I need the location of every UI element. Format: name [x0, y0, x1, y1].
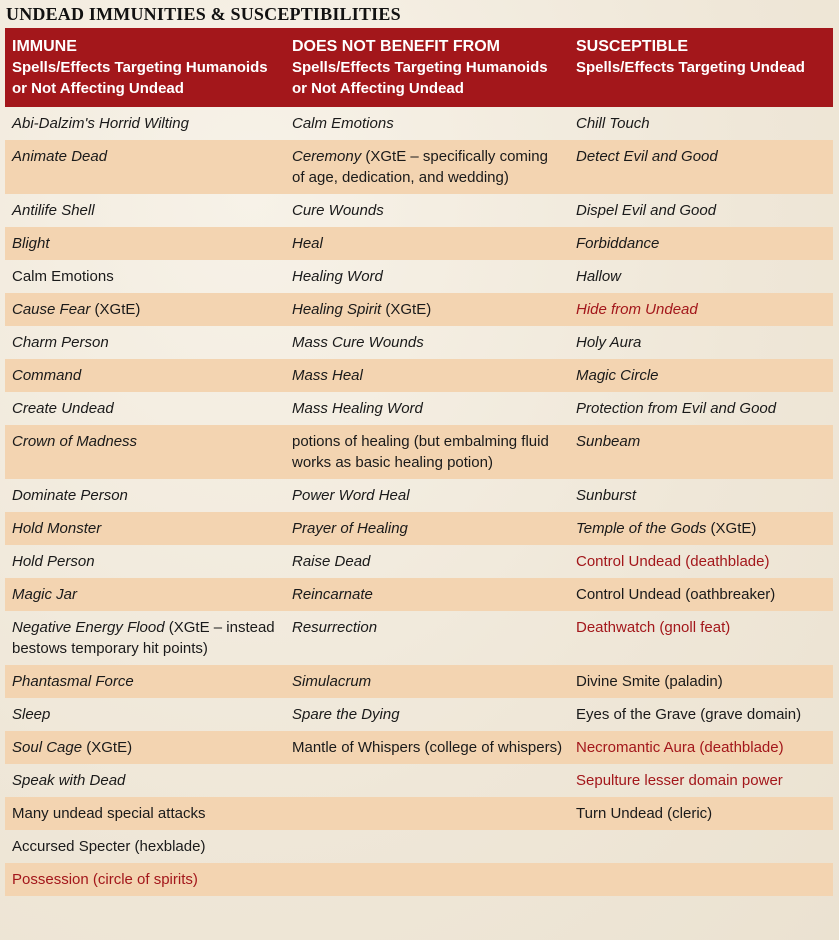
- cell-text: Necromantic Aura (deathblade): [576, 739, 784, 756]
- no-benefit-cell: [285, 140, 569, 194]
- immune-cell: [5, 698, 285, 731]
- table-row: [5, 764, 833, 797]
- cell-text: Sunbeam: [576, 433, 641, 450]
- cell-text: Accursed Specter (hexblade): [12, 838, 206, 855]
- no-benefit-cell: [285, 830, 569, 863]
- immune-cell: [5, 260, 285, 293]
- table-row: [5, 260, 833, 293]
- cell-text: Temple of the Gods: [576, 520, 707, 537]
- table-row: [5, 698, 833, 731]
- table-row: [5, 359, 833, 392]
- table-row: [5, 863, 833, 896]
- cell-text: Blight: [12, 235, 50, 252]
- table-header-row: [5, 28, 833, 107]
- immune-cell: [5, 797, 285, 830]
- susceptible-cell: [569, 512, 833, 545]
- cell-text: Cause Fear: [12, 301, 91, 318]
- table-row: [5, 140, 833, 194]
- table-row: [5, 578, 833, 611]
- susceptible-cell: [569, 764, 833, 797]
- cell-text: Mass Cure Wounds: [292, 334, 424, 351]
- header-immune: [5, 28, 285, 107]
- immune-cell: [5, 731, 285, 764]
- cell-text: Abi-Dalzim's Horrid Wilting: [12, 115, 189, 132]
- cell-text: potions of healing (but embalming fluid works as basic healing potion): [292, 433, 549, 471]
- no-benefit-cell: [285, 545, 569, 578]
- susceptible-cell: [569, 698, 833, 731]
- no-benefit-cell: [285, 665, 569, 698]
- header-does-not-benefit: [285, 28, 569, 107]
- cell-text: Hide from Undead: [576, 301, 698, 318]
- no-benefit-cell: [285, 293, 569, 326]
- immune-cell: [5, 107, 285, 140]
- cell-text: Calm Emotions: [12, 268, 114, 285]
- susceptible-cell: [569, 293, 833, 326]
- immune-cell: [5, 611, 285, 665]
- cell-text: Deathwatch (gnoll feat): [576, 619, 731, 636]
- cell-text: Possession (circle of spirits): [12, 871, 198, 888]
- immune-cell: [5, 512, 285, 545]
- immune-cell: [5, 194, 285, 227]
- immune-cell: [5, 140, 285, 194]
- cell-text: Chill Touch: [576, 115, 650, 132]
- cell-text: Soul Cage: [12, 739, 83, 756]
- no-benefit-cell: [285, 392, 569, 425]
- immune-cell: [5, 359, 285, 392]
- header-subtitle: Spells/Effects Targeting Undead: [576, 59, 805, 76]
- cell-text: Detect Evil and Good: [576, 148, 718, 165]
- susceptible-cell: [569, 863, 833, 896]
- undead-table: [5, 28, 833, 896]
- no-benefit-cell: [285, 107, 569, 140]
- no-benefit-cell: [285, 227, 569, 260]
- cell-text: Phantasmal Force: [12, 673, 134, 690]
- cell-text: Mass Healing Word: [292, 400, 423, 417]
- immune-cell: [5, 425, 285, 479]
- susceptible-cell: [569, 797, 833, 830]
- no-benefit-cell: [285, 797, 569, 830]
- susceptible-cell: [569, 545, 833, 578]
- susceptible-cell: [569, 425, 833, 479]
- susceptible-cell: [569, 611, 833, 665]
- cell-text: Hold Monster: [12, 520, 102, 537]
- cell-text: Turn Undead (cleric): [576, 805, 713, 822]
- cell-text: Holy Aura: [576, 334, 642, 351]
- susceptible-cell: [569, 107, 833, 140]
- cell-text: Negative Energy Flood: [12, 619, 165, 636]
- susceptible-cell: [569, 194, 833, 227]
- table-body: [5, 107, 833, 896]
- table-row: [5, 611, 833, 665]
- cell-text: Spare the Dying: [292, 706, 400, 723]
- no-benefit-cell: [285, 479, 569, 512]
- table-row: [5, 194, 833, 227]
- no-benefit-cell: [285, 863, 569, 896]
- no-benefit-cell: [285, 512, 569, 545]
- no-benefit-cell: [285, 731, 569, 764]
- cell-text: Create Undead: [12, 400, 114, 417]
- immune-cell: [5, 665, 285, 698]
- immune-cell: [5, 545, 285, 578]
- cell-note: (XGtE – specifically coming of age, dedication, and wedding): [292, 148, 548, 186]
- cell-text: Healing Word: [292, 268, 383, 285]
- table-row: [5, 665, 833, 698]
- cell-text: Heal: [292, 235, 323, 252]
- header-title: SUSCEPTIBLE: [576, 38, 689, 55]
- cell-text: Dispel Evil and Good: [576, 202, 717, 219]
- table-row: [5, 227, 833, 260]
- susceptible-cell: [569, 392, 833, 425]
- cell-text: Sepulture lesser domain power: [576, 772, 783, 789]
- susceptible-cell: [569, 359, 833, 392]
- table-row: [5, 545, 833, 578]
- cell-text: Crown of Madness: [12, 433, 138, 450]
- cell-text: Mantle of Whispers (college of whispers): [292, 739, 563, 756]
- cell-text: Hold Person: [12, 553, 95, 570]
- susceptible-cell: [569, 326, 833, 359]
- susceptible-cell: [569, 140, 833, 194]
- cell-text: Calm Emotions: [292, 115, 394, 132]
- header-title: DOES NOT BENEFIT FROM: [292, 38, 500, 55]
- table-row: [5, 731, 833, 764]
- cell-text: Hallow: [576, 268, 622, 285]
- immune-cell: [5, 293, 285, 326]
- cell-text: Magic Circle: [576, 367, 659, 384]
- header-subtitle: Spells/Effects Targeting Humanoids or Not Affecting Undead: [292, 59, 548, 97]
- cell-text: Charm Person: [12, 334, 109, 351]
- header-susceptible: [569, 28, 833, 107]
- no-benefit-cell: [285, 260, 569, 293]
- susceptible-cell: [569, 578, 833, 611]
- table-row: [5, 392, 833, 425]
- cell-text: Dominate Person: [12, 487, 128, 504]
- cell-text: Control Undead (oathbreaker): [576, 586, 776, 603]
- cell-text: Speak with Dead: [12, 772, 126, 789]
- immune-cell: [5, 326, 285, 359]
- no-benefit-cell: [285, 611, 569, 665]
- table-row: [5, 107, 833, 140]
- table-row: [5, 830, 833, 863]
- immune-cell: [5, 863, 285, 896]
- cell-text: Raise Dead: [292, 553, 371, 570]
- immune-cell: [5, 578, 285, 611]
- no-benefit-cell: [285, 359, 569, 392]
- cell-text: Command: [12, 367, 82, 384]
- header-subtitle: Spells/Effects Targeting Humanoids or Not Affecting Undead: [12, 59, 268, 97]
- no-benefit-cell: [285, 425, 569, 479]
- cell-text: Sleep: [12, 706, 51, 723]
- no-benefit-cell: [285, 764, 569, 797]
- table-row: [5, 797, 833, 830]
- cell-text: Protection from Evil and Good: [576, 400, 777, 417]
- cell-note: (XGtE): [90, 301, 141, 318]
- cell-text: Antilife Shell: [12, 202, 95, 219]
- cell-note: (XGtE): [82, 739, 133, 756]
- table-row: [5, 512, 833, 545]
- susceptible-cell: [569, 479, 833, 512]
- cell-note: (XGtE): [381, 301, 432, 318]
- cell-text: Ceremony: [292, 148, 362, 165]
- susceptible-cell: [569, 227, 833, 260]
- no-benefit-cell: [285, 326, 569, 359]
- page-title: UNDEAD IMMUNITIES & SUSCEPTIBILITIES: [6, 4, 401, 24]
- cell-note: (XGtE): [706, 520, 757, 537]
- susceptible-cell: [569, 830, 833, 863]
- cell-text: Eyes of the Grave (grave domain): [576, 706, 802, 723]
- immune-cell: [5, 764, 285, 797]
- cell-text: Reincarnate: [292, 586, 373, 603]
- no-benefit-cell: [285, 578, 569, 611]
- cell-text: Divine Smite (paladin): [576, 673, 723, 690]
- cell-text: Magic Jar: [12, 586, 78, 603]
- cell-text: Control Undead (deathblade): [576, 553, 770, 570]
- immune-cell: [5, 830, 285, 863]
- susceptible-cell: [569, 665, 833, 698]
- no-benefit-cell: [285, 698, 569, 731]
- cell-text: Forbiddance: [576, 235, 660, 252]
- header-title: IMMUNE: [12, 38, 77, 55]
- cell-text: Prayer of Healing: [292, 520, 408, 537]
- cell-text: Resurrection: [292, 619, 378, 636]
- cell-text: Animate Dead: [12, 148, 108, 165]
- table-row: [5, 293, 833, 326]
- immune-cell: [5, 392, 285, 425]
- susceptible-cell: [569, 260, 833, 293]
- cell-text: Healing Spirit: [292, 301, 382, 318]
- cell-text: Cure Wounds: [292, 202, 384, 219]
- cell-text: Power Word Heal: [292, 487, 410, 504]
- cell-text: Simulacrum: [292, 673, 372, 690]
- table-row: [5, 326, 833, 359]
- cell-text: Mass Heal: [292, 367, 363, 384]
- cell-text: Many undead special attacks: [12, 805, 206, 822]
- table-row: [5, 479, 833, 512]
- immune-cell: [5, 479, 285, 512]
- table-row: [5, 425, 833, 479]
- no-benefit-cell: [285, 194, 569, 227]
- immune-cell: [5, 227, 285, 260]
- cell-text: Sunburst: [576, 487, 637, 504]
- cell-note: (XGtE – instead bestows temporary hit points): [12, 619, 275, 657]
- susceptible-cell: [569, 731, 833, 764]
